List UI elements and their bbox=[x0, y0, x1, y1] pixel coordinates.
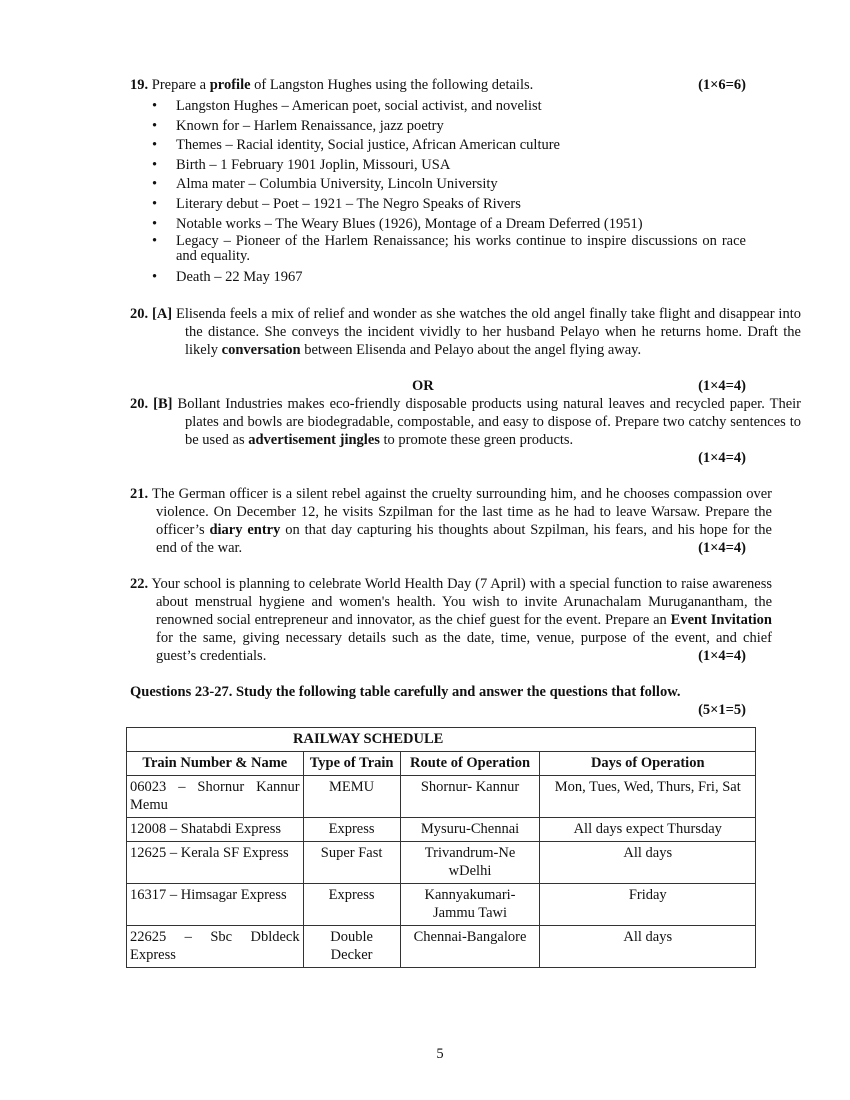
train-cell: 06023 – Shornur Kannur Memu bbox=[127, 776, 304, 818]
q21-keyword: diary entry bbox=[209, 522, 281, 538]
table-row bbox=[127, 884, 756, 926]
column-header: Route of Operation bbox=[400, 752, 540, 776]
q22-text-b: for the same, giving necessary details such as the date, time, venue, purpose of the event, and chief guest’s credentials. bbox=[156, 630, 772, 664]
q19-text-a: Prepare a bbox=[151, 77, 210, 93]
days-cell: Friday bbox=[540, 884, 756, 926]
type-cell: Express bbox=[303, 884, 400, 926]
route-cell: Trivandrum-NewDelhi bbox=[400, 842, 540, 884]
q20a-text-a: Elisenda feels a mix of relief and wonder as she watches the old angel finally take flight and disappear into the distance. She conveys the incident vividly to her husband Pelayo when he returns home. Draft the likely bbox=[176, 306, 801, 358]
days-cell: All days bbox=[540, 842, 756, 884]
list-item: • Alma mater – Columbia University, Lincoln University bbox=[130, 175, 746, 193]
q21-marks: (1×4=4) bbox=[698, 540, 746, 556]
days-cell: Mon, Tues, Wed, Thurs, Fri, Sat bbox=[540, 776, 756, 818]
table-row bbox=[127, 842, 756, 884]
type-cell: Express bbox=[303, 818, 400, 842]
list-item: • Langston Hughes – American poet, social activist, and novelist bbox=[130, 97, 746, 115]
list-item: • Notable works – The Weary Blues (1926), Montage of a Dream Deferred (1951) bbox=[130, 215, 746, 233]
railway-schedule-table bbox=[126, 727, 756, 968]
type-cell: Super Fast bbox=[303, 842, 400, 884]
q22-marks: (1×4=4) bbox=[698, 648, 746, 664]
list-item: • Themes – Racial identity, Social justice, African American culture bbox=[130, 136, 746, 154]
q19-marks: (1×6=6) bbox=[698, 77, 746, 93]
q22-keyword: Event Invitation bbox=[670, 612, 772, 628]
question-19 bbox=[130, 76, 746, 288]
list-item: • Death – 22 May 1967 bbox=[130, 268, 746, 286]
train-cell: 12008 – Shatabdi Express bbox=[127, 818, 304, 842]
q20a-text-b: between Elisenda and Pelayo about the angel flying away. bbox=[300, 342, 642, 358]
q22-text-a: Your school is planning to celebrate World Health Day (7 April) with a special function to raise awareness about menstrual hygiene and women's health. You wish to invite Arunachalam Muruganantham, the renowned social entrepreneur and innovator, as the chief guest for the event. Prepare an bbox=[151, 576, 772, 628]
q20b-label: 20. [B] bbox=[130, 396, 173, 412]
type-cell: Double Decker bbox=[303, 926, 400, 968]
table-row bbox=[127, 818, 756, 842]
q20b-keyword: advertisement jingles bbox=[248, 432, 380, 448]
column-header: Days of Operation bbox=[540, 752, 756, 776]
q21-text-a: The German officer is a silent rebel against the cruelty surrounding him, and he chooses compassion over violence. On December 12, he visits Szpilman for the last time as he had to leave Warsaw. Prepare the officer’s bbox=[151, 486, 772, 538]
q19-number: 19. bbox=[130, 77, 149, 93]
question-20b bbox=[130, 395, 801, 449]
q20a-keyword: conversation bbox=[221, 342, 301, 358]
days-cell: All days expect Thursday bbox=[540, 818, 756, 842]
q19-keyword: profile bbox=[209, 77, 251, 93]
q19-details-list bbox=[130, 97, 746, 286]
route-cell: Chennai-Bangalore bbox=[400, 926, 540, 968]
list-item: • Birth – 1 February 1901 Joplin, Missouri, USA bbox=[130, 156, 746, 174]
table-row bbox=[127, 776, 756, 818]
q20a-marks: (1×4=4) bbox=[698, 378, 746, 394]
column-header: Train Number & Name bbox=[127, 752, 304, 776]
route-cell: Shornur- Kannur bbox=[400, 776, 540, 818]
list-item: • Legacy – Pioneer of the Harlem Renaissance; his works continue to inspire discussions on race and equality. bbox=[130, 234, 746, 264]
q19-text-b: of Langston Hughes using the following details. bbox=[250, 77, 534, 93]
train-cell: 22625 – Sbc Dbldeck Express bbox=[127, 926, 304, 968]
q20b-marks: (1×4=4) bbox=[698, 450, 746, 466]
page-number: 5 bbox=[436, 1046, 444, 1062]
q20b-text-b: to promote these green products. bbox=[379, 432, 574, 448]
question-21 bbox=[130, 485, 772, 557]
train-cell: 16317 – Himsagar Express bbox=[127, 884, 304, 926]
list-item: • Known for – Harlem Renaissance, jazz poetry bbox=[130, 117, 746, 135]
list-item: • Literary debut – Poet – 1921 – The Negro Speaks of Rivers bbox=[130, 195, 746, 213]
column-header: Type of Train bbox=[303, 752, 400, 776]
table-row bbox=[127, 926, 756, 968]
table-header-row bbox=[127, 752, 756, 776]
q20b-text-a: Bollant Industries makes eco-friendly disposable products using natural leaves and recycled paper. Their plates and bowls are biodegradable, compostable, and easy to dispose of. Prepare two catchy sentences to be used as bbox=[177, 396, 802, 448]
section-heading: Questions 23-27. Study the following table carefully and answer the questions that follow. bbox=[130, 684, 681, 700]
route-cell: Kannyakumari-Jammu Tawi bbox=[400, 884, 540, 926]
or-line bbox=[130, 377, 746, 395]
q22-label: 22. bbox=[130, 576, 149, 592]
type-cell: MEMU bbox=[303, 776, 400, 818]
days-cell: All days bbox=[540, 926, 756, 968]
table-title: RAILWAY SCHEDULE bbox=[127, 728, 756, 752]
route-cell: Mysuru-Chennai bbox=[400, 818, 540, 842]
q21-text-b: on that day capturing his thoughts about Szpilman, his fears, and his hope for the end of the war. bbox=[156, 522, 772, 556]
or-divider: OR bbox=[412, 378, 434, 394]
q21-label: 21. bbox=[130, 486, 149, 502]
train-cell: 12625 – Kerala SF Express bbox=[127, 842, 304, 884]
question-20a bbox=[130, 305, 801, 359]
question-22 bbox=[130, 575, 772, 665]
q20a-label: 20. [A] bbox=[130, 306, 173, 322]
section-marks: (5×1=5) bbox=[698, 702, 746, 718]
